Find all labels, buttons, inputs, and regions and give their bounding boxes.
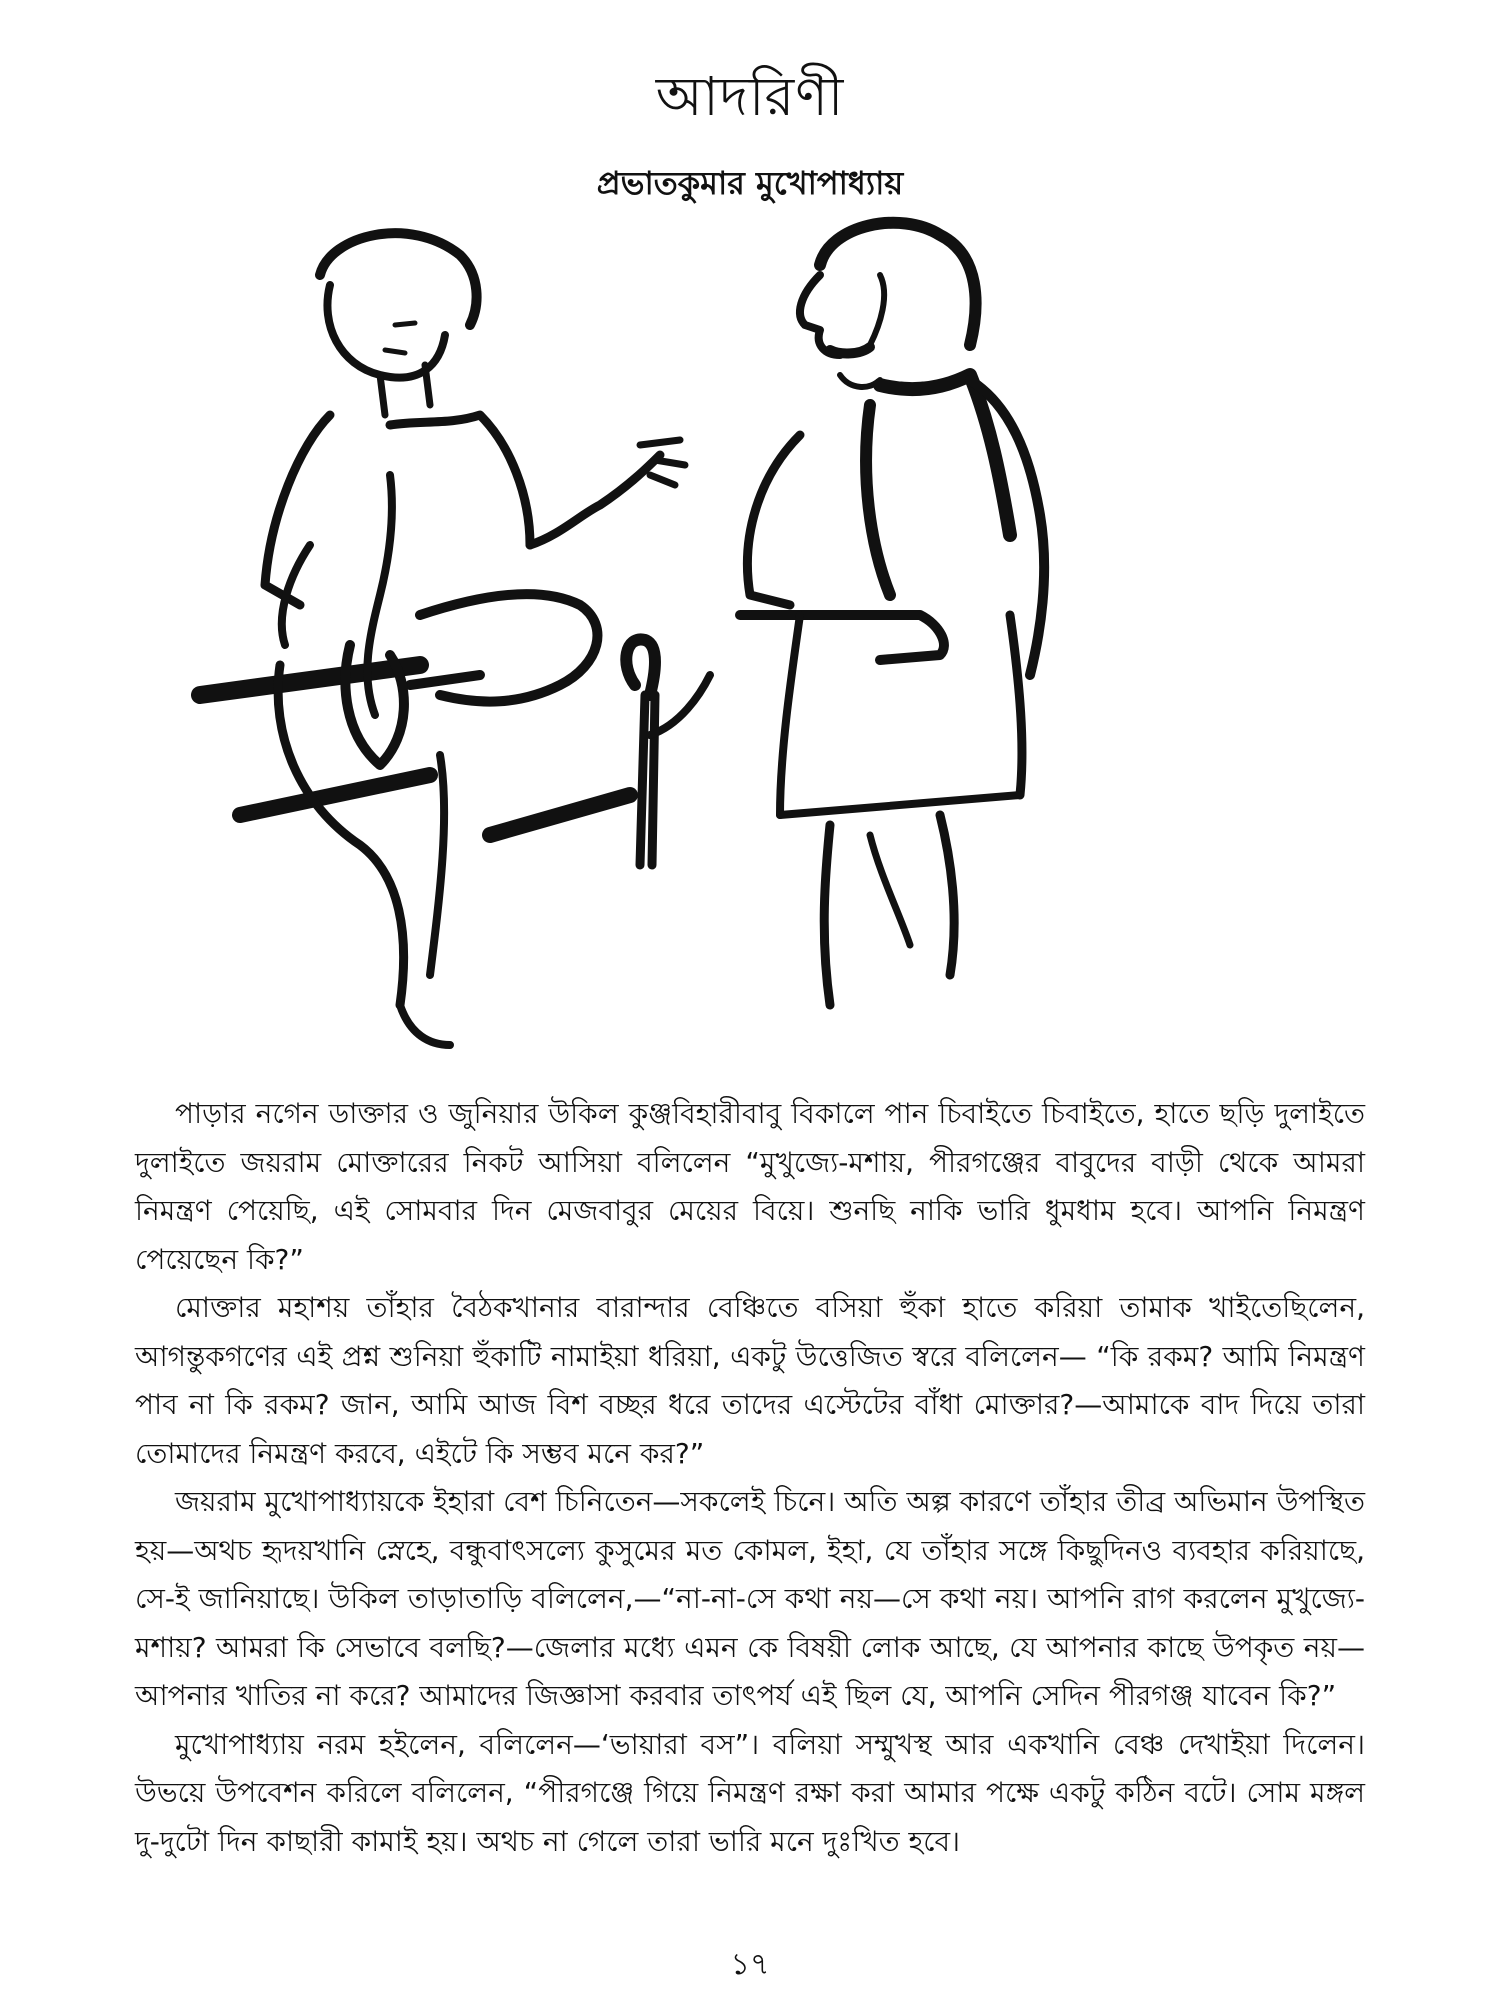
story-paragraph: মুখোপাধ্যায় নরম হইলেন, বলিলেন—‘ভায়ারা বস”। বলিয়া সম্মুখস্থ আর একখানি বেঞ্চ দেখাইয়া দিলেন। উভয়ে উপবেশন করিলে বলিলেন, “পীরগঞ্জে গিয়ে নিমন্ত্রণ রক্ষা করা আমার পক্ষে একটু কঠিন বটে। সোম মঙ্গল দু-দুটো দিন কাছারী কামাই হয়। অথচ না গেলে তারা ভারি মনে দুঃখিত হবে। <box>135 1727 1365 1858</box>
story-paragraph: পাড়ার নগেন ডাক্তার ও জুনিয়ার উকিল কুঞ্জবিহারীবাবু বিকালে পান চিবাইতে চিবাইতে, হাতে ছড়ি দুলাইতে দুলাইতে জয়রাম মোক্তারের নিকট আসিয়া বলিলেন “মুখুজ্যে-মশায়, পীরগঞ্জের বাবুদের বাড়ী থেকে আমরা নিমন্ত্রণ পেয়েছি, এই সোমবার দিন মেজবাবুর মেয়ের বিয়ে। শুনছি নাকি ভারি ধুমধাম হবে। আপনি নিমন্ত্রণ পেয়েছেন কি?” <box>135 1097 1365 1276</box>
story-text <box>135 1090 1365 1866</box>
story-title: আদরিণী <box>655 65 845 128</box>
story-paragraph: মোক্তার মহাশয় তাঁহার বৈঠকখানার বারান্দার বেঞ্চিতে বসিয়া হুঁকা হাতে করিয়া তামাক খাইতেছিলেন, আগন্তুকগণের এই প্রশ্ন শুনিয়া হুঁকাটি নামাইয়া ধরিয়া, একটু উত্তেজিত স্বরে বলিলেন— “কি রকম? আমি নিমন্ত্রণ পাব না কি রকম? জান, আমি আজ বিশ বচ্ছর ধরে তাদের এস্টেটের বাঁধা মোক্তার?—আমাকে বাদ দিয়ে তারা তোমাদের নিমন্ত্রণ করবে, এইটে কি সম্ভব মনে কর?” <box>135 1291 1365 1470</box>
author-name: প্রভাতকুমার মুখোপাধ্যায় <box>596 164 904 202</box>
illustration-two-men-conversing <box>180 215 1300 1075</box>
story-paragraph: জয়রাম মুখোপাধ্যায়কে ইহারা বেশ চিনিতেন—সকলেই চিনে। অতি অল্প কারণে তাঁহার তীব্র অভিমান উপস্থিত হয়—অথচ হৃদয়খানি স্নেহে, বন্ধুবাৎসল্যে কুসুমের মত কোমল, ইহা, যে তাঁহার সঙ্গে কিছুদিনও ব্যবহার করিয়াছে, সে-ই জানিয়াছে। উকিল তাড়াতাড়ি বলিলেন,—“না-না-সে কথা নয়—সে কথা নয়। আপনি রাগ করলেন মুখুজ্যে-মশায়? আমরা কি সেভাবে বলছি?—জেলার মধ্যে এমন কে বিষয়ী লোক আছে, যে আপনার কাছে উপকৃত নয়—আপনার খাতির না করে? আমাদের জিজ্ঞাসা করবার তাৎপর্য এই ছিল যে, আপনি সেদিন পীরগঞ্জ যাবেন কি?” <box>135 1485 1365 1712</box>
page-number: ১৭ <box>730 1947 770 1982</box>
